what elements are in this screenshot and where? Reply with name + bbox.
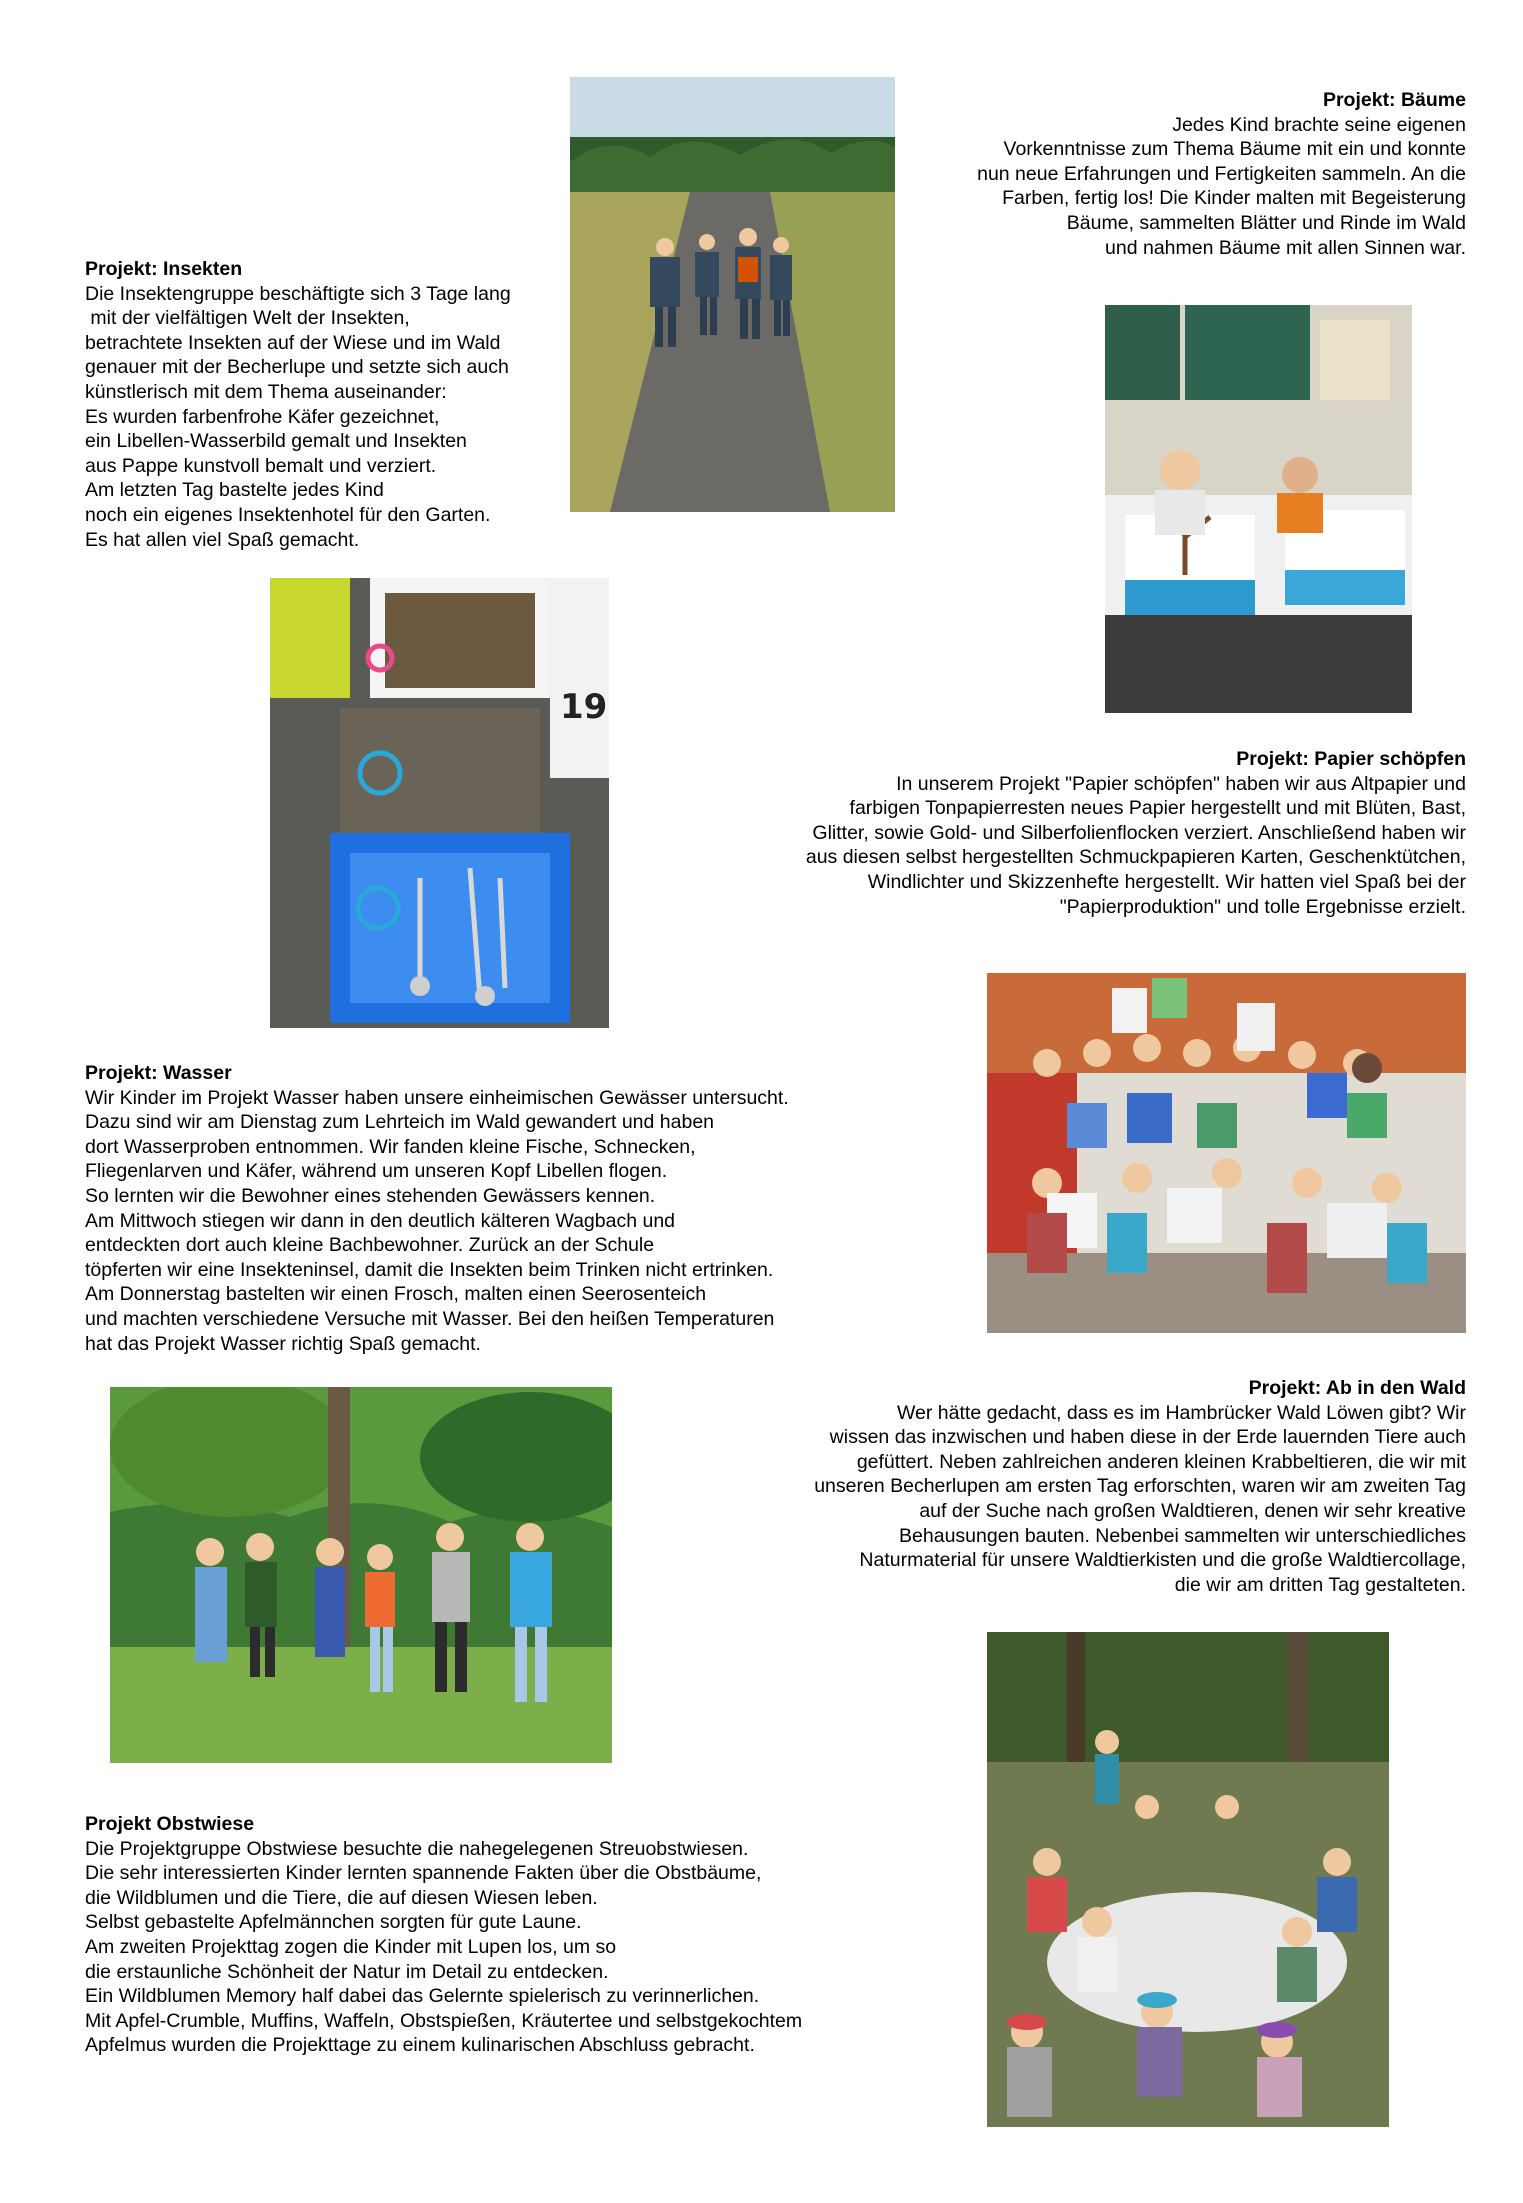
svg-text:19: 19 — [560, 687, 608, 727]
text-line: Die Insektengruppe beschäftigte sich 3 Tage lang — [85, 282, 511, 305]
photo-papier-group — [987, 973, 1466, 1333]
text-line: Naturmaterial für unsere Waldtierkisten und die große Waldtiercollage, — [859, 1549, 1466, 1572]
text-line: Die Projektgruppe Obstwiese besuchte die nahegelegenen Streuobstwiesen. — [85, 1837, 749, 1860]
text-line: So lernten wir die Bewohner eines stehenden Gewässers kennen. — [85, 1184, 656, 1207]
text-line: entdeckten dort auch kleine Bachbewohner. Zurück an der Schule — [85, 1234, 655, 1257]
text-line: Wir Kinder im Projekt Wasser haben unsere einheimischen Gewässer untersucht. — [85, 1086, 789, 1109]
text-line: Behausungen bauten. Nebenbei sammelten wir unterschiedliches — [899, 1524, 1466, 1547]
text-line: betrachtete Insekten auf der Wiese und im Wald — [85, 331, 501, 354]
text-line: Windlichter und Skizzenhefte hergestellt. Wir hatten viel Spaß bei der — [867, 870, 1466, 893]
photo-wald-circle — [987, 1632, 1389, 2127]
text-line: Vorkenntnisse zum Thema Bäume mit ein und konnte — [1003, 138, 1466, 161]
text-line: gefüttert. Neben zahlreichen anderen kleinen Krabbeltieren, die wir mit — [856, 1450, 1466, 1473]
text-line: genauer mit der Becherlupe und setzte sich auch — [85, 356, 509, 379]
section-title: Projekt Obstwiese — [85, 1813, 255, 1835]
text-line: Wer hätte gedacht, dass es im Hambrücker Wald Löwen gibt? Wir — [897, 1401, 1466, 1424]
section-obstwiese — [85, 1812, 802, 2058]
section-title: Projekt: Insekten — [85, 258, 243, 280]
text-line: die erstaunliche Schönheit der Natur im Detail zu entdecken. — [85, 1960, 609, 1983]
section-baeume — [977, 88, 1466, 260]
section-wasser — [85, 1061, 789, 1356]
text-line: und machten verschiedene Versuche mit Wasser. Bei den heißen Temperaturen — [85, 1307, 775, 1330]
section-title: Projekt: Ab in den Wald — [1248, 1377, 1466, 1399]
text-line: töpferten wir eine Insekteninsel, damit die Insekten beim Trinken nicht ertrinken. — [85, 1258, 774, 1281]
text-line: die wir am dritten Tag gestalteten. — [1174, 1573, 1466, 1596]
text-line: Am Donnerstag bastelten wir einen Frosch, malten einen Seerosenteich — [85, 1283, 707, 1306]
text-line: In unserem Projekt "Papier schöpfen" haben wir aus Altpapier und — [896, 772, 1466, 795]
text-line: Mit Apfel-Crumble, Muffins, Waffeln, Obstspießen, Kräutertee und selbstgekochtem — [85, 2009, 803, 2032]
text-line: Fliegenlarven und Käfer, während um unseren Kopf Libellen flogen. — [85, 1160, 668, 1183]
text-line: Bäume, sammelten Blätter und Rinde im Wald — [1066, 211, 1466, 234]
text-line: Am zweiten Projekttag zogen die Kinder mit Lupen los, um so — [85, 1935, 617, 1958]
text-line: Am letzten Tag bastelte jedes Kind — [85, 479, 384, 502]
photo-insekten-walk — [570, 77, 895, 512]
text-line: Dazu sind wir am Dienstag zum Lehrteich im Wald gewandert und haben — [85, 1111, 715, 1134]
text-line: hat das Projekt Wasser richtig Spaß gemacht. — [85, 1332, 481, 1355]
photo-baeume-painting — [1105, 305, 1412, 713]
text-line: Die sehr interessierten Kinder lernten spannende Fakten über die Obstbäume, — [85, 1862, 762, 1885]
text-line: Apfelmus wurden die Projekttage zu einem kulinarischen Abschluss gebracht. — [85, 2034, 755, 2057]
text-line: Es hat allen viel Spaß gemacht. — [85, 528, 360, 551]
section-ab-in-den-wald — [814, 1376, 1466, 1597]
text-line: auf der Suche nach großen Waldtieren, denen wir sehr kreative — [919, 1499, 1466, 1522]
text-line: Selbst gebastelte Apfelmännchen sorgten für gute Laune. — [85, 1911, 582, 1934]
text-line: noch ein eigenes Insektenhotel für den Garten. — [85, 503, 491, 526]
text-line: mit der vielfältigen Welt der Insekten, — [85, 307, 410, 330]
section-title: Projekt: Papier schöpfen — [1236, 748, 1466, 770]
text-line: ein Libellen-Wasserbild gemalt und Insekten — [85, 430, 467, 453]
text-line: wissen das inzwischen und haben diese in der Erde lauernden Tiere auch — [829, 1426, 1466, 1449]
text-line: dort Wasserproben entnommen. Wir fanden kleine Fische, Schnecken, — [85, 1135, 696, 1158]
text-line: und nahmen Bäume mit allen Sinnen war. — [1105, 236, 1466, 259]
text-line: "Papierproduktion" und tolle Ergebnisse erzielt. — [1059, 895, 1466, 918]
text-line: farbigen Tonpapierresten neues Papier hergestellt und mit Blüten, Bast, — [849, 797, 1466, 820]
text-line: Jedes Kind brachte seine eigenen — [1172, 113, 1466, 136]
text-line: Farben, fertig los! Die Kinder malten mit Begeisterung — [1002, 187, 1466, 210]
text-line: Es wurden farbenfrohe Käfer gezeichnet, — [85, 405, 440, 428]
text-line: künstlerisch mit dem Thema auseinander: — [85, 380, 447, 403]
text-line: aus diesen selbst hergestellten Schmuckpapieren Karten, Geschenktütchen, — [805, 846, 1466, 869]
photo-wasser-basins — [270, 578, 609, 1028]
text-line: Ein Wildblumen Memory half dabei das Gelernte spielerisch zu verinnerlichen. — [85, 1985, 760, 2008]
photo-obstwiese-group — [110, 1387, 612, 1763]
text-line: nun neue Erfahrungen und Fertigkeiten sammeln. An die — [977, 162, 1466, 185]
text-line: Glitter, sowie Gold- und Silberfolienflocken verziert. Anschließend haben wir — [812, 821, 1466, 844]
section-title: Projekt: Wasser — [85, 1062, 232, 1084]
text-line: Am Mittwoch stiegen wir dann in den deutlich kälteren Wagbach und — [85, 1209, 676, 1232]
text-line: unseren Becherlupen am ersten Tag erforschten, waren wir am zweiten Tag — [814, 1475, 1466, 1498]
section-insekten — [85, 257, 511, 552]
section-papier-schoepfen — [806, 747, 1466, 919]
text-line: die Wildblumen und die Tiere, die auf diesen Wiesen leben. — [85, 1886, 598, 1909]
text-line: aus Pappe kunstvoll bemalt und verziert. — [85, 454, 437, 477]
section-title: Projekt: Bäume — [1322, 89, 1466, 111]
